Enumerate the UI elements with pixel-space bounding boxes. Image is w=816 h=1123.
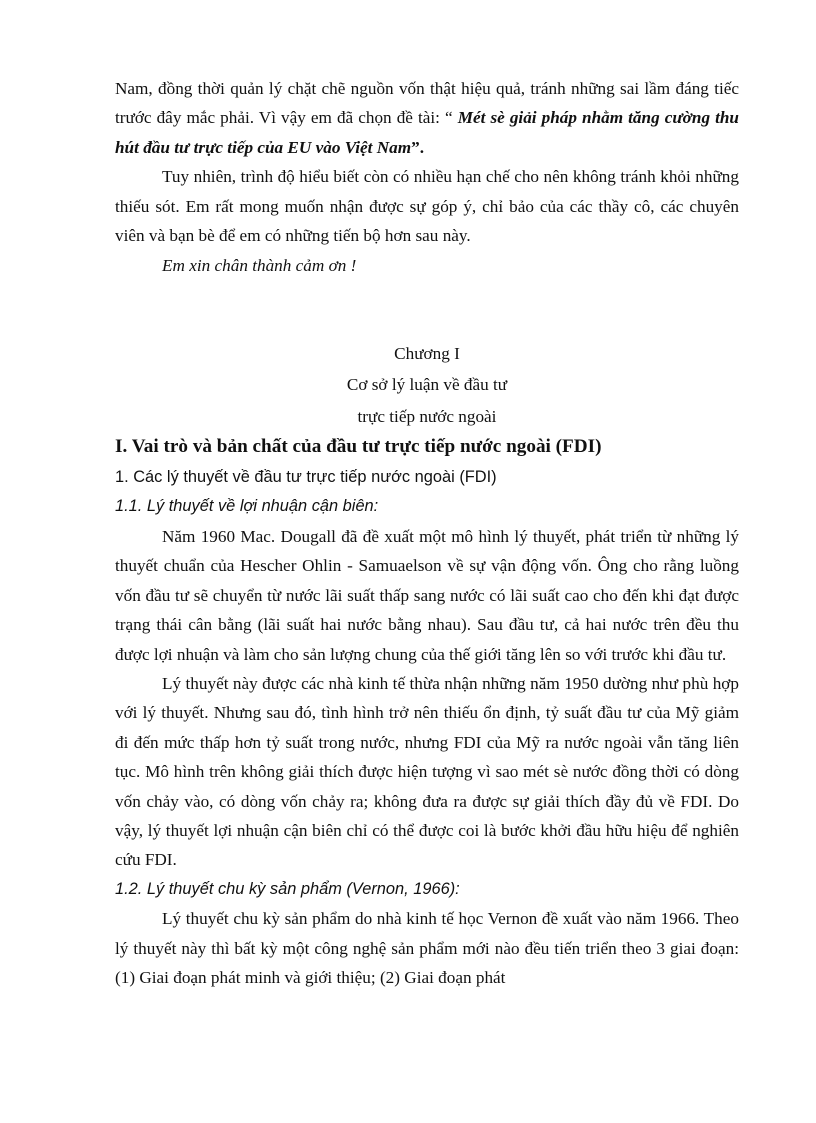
- chapter-heading: [115, 339, 739, 431]
- body-paragraph-1: Năm 1960 Mac. Dougall đã đề xuất một mô hình lý thuyết, phát triển từ những lý thuyết chuẩn của Hescher Ohlin - Samuaelson về sự vận động vốn. Ông cho rằng luồng vốn đầu tư sẽ chuyển từ nước lãi suất thấp sang nước có lãi suất cao cho đến khi đạt được trạng thái cân bằng (lãi suất hai nước bằng nhau). Sau đầu tư, cả hai nước trên đều thu được lợi nhuận và làm cho sản lượng chung của thế giới tăng lên so với trước khi đầu tư.: [115, 526, 739, 664]
- subsection-heading-1: 1. Các lý thuyết về đầu tư trực tiếp nước ngoài (FDI): [115, 468, 497, 487]
- body-paragraph-2: Lý thuyết này được các nhà kinh tế thừa nhận những năm 1950 dường như phù hợp với lý thuyết. Nhưng sau đó, tình hình trở nên thiếu ổn định, tỷ suất đầu tư của Mỹ giảm đi đến mức thấp hơn tỷ suất trong nước, nhưng FDI của Mỹ ra nước ngoài vẫn tăng liên tục. Mô hình trên không giải thích được hiện tượng vì sao mét sè nước đồng thời có dòng vốn chảy vào, có dòng vốn chảy ra; không đưa ra được sự giải thích đầy đủ về FDI. Do vậy, lý thuyết lợi nhuận cận biên chỉ có thể được coi là bước khởi đầu hữu hiệu để nghiên cứu FDI.: [115, 673, 739, 870]
- chapter-title-line-2: trực tiếp nước ngoài: [357, 406, 497, 426]
- intro-text: Nam, đồng thời quản lý chặt chẽ nguồn vốn thật hiệu quả, tránh những sai lầm đáng tiếc trước đây mắc phải. Vì vậy em đã chọn đề tài: “: [115, 79, 739, 128]
- intro-paragraph-1: [115, 74, 739, 162]
- body-paragraph-3: Lý thuyết chu kỳ sản phẩm do nhà kinh tế học Vernon đề xuất vào năm 1966. Theo lý thuyết này thì bất kỳ một công nghệ sản phẩm mới nào đều tiến triển theo 3 giai đoạn: (1) Giai đoạn phát minh và giới thiệu; (2) Giai đoạn phát: [115, 909, 739, 987]
- chapter-number: Chương I: [394, 343, 460, 363]
- thanks-line: Em xin chân thành cảm ơn !: [162, 256, 357, 276]
- thesis-title-close: ”.: [411, 137, 424, 157]
- document-page: [115, 74, 739, 992]
- section-heading: I. Vai trò và bản chất của đầu tư trực tiếp nước ngoài (FDI): [115, 436, 602, 458]
- subsubsection-heading-1-2: 1.2. Lý thuyết chu kỳ sản phẩm (Vernon, 1966):: [115, 879, 460, 898]
- thesis-title: Mét sè giải pháp nhằm tăng cường thu hút đầu tư trực tiếp của EU vào Việt Nam: [115, 108, 739, 157]
- chapter-title-line-1: Cơ sở lý luận về đầu tư: [346, 375, 508, 395]
- intro-paragraph-2: Tuy nhiên, trình độ hiểu biết còn có nhiều hạn chế cho nên không tránh khỏi những thiếu sót. Em rất mong muốn nhận được sự góp ý, chỉ bảo của các thầy cô, các chuyên viên và bạn bè để em có những tiến bộ hơn sau này.: [115, 167, 739, 246]
- subsubsection-heading-1-1: 1.1. Lý thuyết về lợi nhuận cận biên:: [115, 497, 379, 516]
